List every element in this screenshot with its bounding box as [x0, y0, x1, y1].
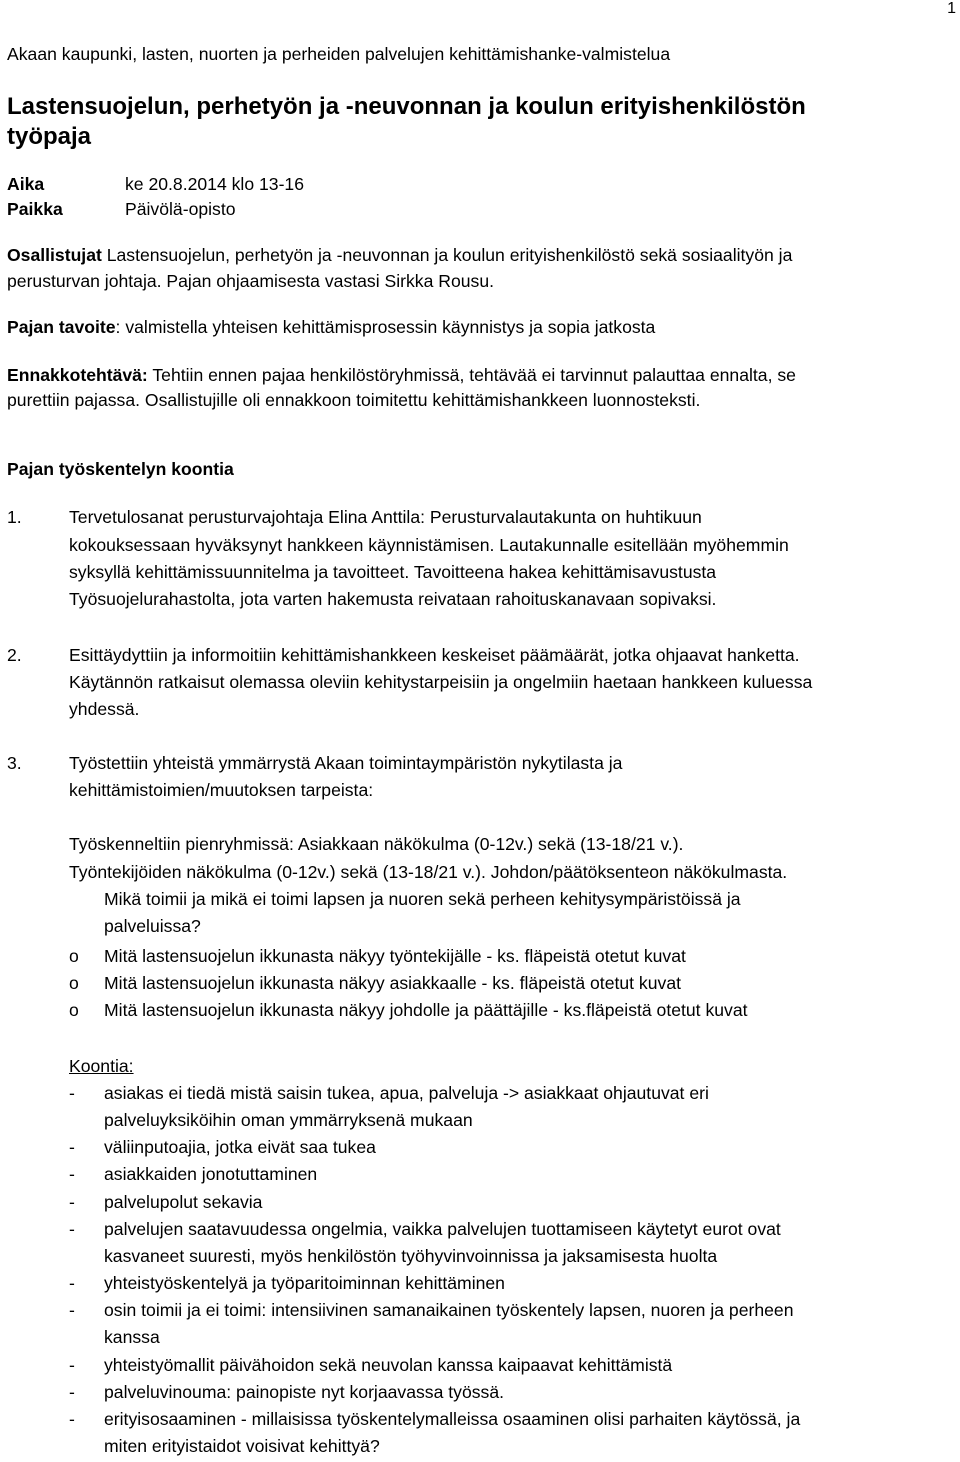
list-dash: -: [69, 1083, 75, 1103]
question-item: Mitä lastensuojelun ikkunasta näkyy työntekijälle - ks. fläpeistä otetut kuvat: [104, 946, 686, 966]
groups-line-1: Työskenneltiin pienryhmissä: Asiakkaan näkökulma (0-12v.) sekä (13-18/21 v.).: [69, 834, 684, 854]
aika-label: Aika: [7, 174, 45, 194]
koontia-item: palvelujen saatavuudessa ongelmia, vaikka palvelujen tuottamiseen käytetyt eurot ovat: [104, 1219, 781, 1239]
item-1-line: syksyllä kehittämissuunnitelma ja tavoitteet. Tavoitteena hakea kehittämisavustusta: [69, 562, 717, 582]
koontia-item: osin toimii ja ei toimi: intensiivinen samanaikainen työskentely lapsen, nuoren ja perheen: [104, 1300, 794, 1320]
koontia-item-cont: kasvaneet suuresti, myös henkilöstön työhyvinvoinnissa ja jaksamisesta huolta: [104, 1246, 718, 1266]
list-bullet: o: [69, 946, 79, 966]
question-line-1: Mikä toimii ja mikä ei toimi lapsen ja nuoren sekä perheen kehitysympäristöissä ja: [104, 889, 741, 909]
item-1-line: Työsuojelurahastolta, jota varten hakemusta reivataan rahoituskanavaan sopivaksi.: [69, 589, 717, 609]
list-dash: -: [69, 1355, 75, 1375]
list-bullet: o: [69, 973, 79, 993]
list-dash: -: [69, 1382, 75, 1402]
osallistujat-label: Osallistujat: [7, 245, 102, 265]
document-title-line-2: työpaja: [7, 123, 92, 150]
item-1-line: kokouksessaan hyväksynyt hankkeen käynnistämisen. Lautakunnalle esitellään myöhemmin: [69, 535, 789, 555]
list-dash: -: [69, 1300, 75, 1320]
osallistujat-value-line-1: Lastensuojelun, perhetyön ja -neuvonnan ja koulun erityishenkilöstö sekä sosiaalityön ja: [106, 245, 793, 265]
item-number: 3.: [7, 753, 22, 773]
koontia-item-cont: palveluyksiköihin oman ymmärryksenä mukaan: [104, 1110, 473, 1130]
item-2-line: Käytännön ratkaisut olemassa oleviin kehitystarpeisiin ja ongelmiin haetaan hankkeen kuluessa: [69, 672, 813, 692]
koontia-item: asiakas ei tiedä mistä saisin tukea, apua, palveluja -> asiakkaat ohjautuvat eri: [104, 1083, 709, 1103]
osallistujat-value-line-2: perusturvan johtaja. Pajan ohjaamisesta vastasi Sirkka Rousu.: [7, 271, 495, 291]
list-dash: -: [69, 1219, 75, 1239]
tavoite-label: Pajan tavoite: [7, 317, 116, 337]
aika-value: ke 20.8.2014 klo 13-16: [125, 174, 305, 194]
groups-line-2: Työntekijöiden näkökulma (0-12v.) sekä (13-18/21 v.). Johdon/päätöksenteon näkökulmasta.: [69, 862, 788, 882]
koontia-item-cont: kanssa: [104, 1327, 160, 1347]
koontia-item: yhteistyöskentelyä ja työparitoiminnan kehittäminen: [104, 1273, 505, 1293]
tavoite-row: [7, 316, 655, 338]
meta-paikka-row: [7, 198, 236, 220]
koontia-item: väliinputoajia, jotka eivät saa tukea: [104, 1137, 376, 1157]
ennakko-label: Ennakkotehtävä:: [7, 365, 148, 385]
list-dash: -: [69, 1164, 75, 1184]
list-dash: -: [69, 1137, 75, 1157]
koontia-item: asiakkaiden jonotuttaminen: [104, 1164, 318, 1184]
ennakko-row: [7, 364, 796, 386]
paikka-label: Paikka: [7, 199, 63, 219]
koontia-item: yhteistyömallit päivähoidon sekä neuvolan kanssa kaipaavat kehittämistä: [104, 1355, 673, 1375]
item-number: 1.: [7, 507, 22, 527]
meta-osallistujat-row: [7, 244, 792, 266]
item-2-line: Esittäydyttiin ja informoitiin kehittämishankkeen keskeiset päämäärät, jotka ohjaavat hanketta.: [69, 645, 800, 665]
meta-aika-row: [7, 173, 304, 195]
list-dash: -: [69, 1273, 75, 1293]
koontia-item: palveluvinouma: painopiste nyt korjaavassa työssä.: [104, 1382, 504, 1402]
koontia-item-cont: miten erityistaidot voisivat kehittyä?: [104, 1436, 380, 1456]
document-header: Akaan kaupunki, lasten, nuorten ja perheiden palvelujen kehittämishanke-valmistelua: [7, 44, 671, 64]
paikka-value: Päivölä-opisto: [125, 199, 236, 219]
koontia-item: palvelupolut sekavia: [104, 1192, 263, 1212]
list-bullet: o: [69, 1000, 79, 1020]
koontia-label: Koontia:: [69, 1056, 134, 1076]
item-3-line: Työstettiin yhteistä ymmärrystä Akaan toimintaympäristön nykytilasta ja: [69, 753, 623, 773]
section-heading: Pajan työskentelyn koontia: [7, 459, 234, 479]
koontia-item: erityisosaaminen - millaisissa työskentelymalleissa osaaminen olisi parhaiten käytössä, ja: [104, 1409, 801, 1429]
list-dash: -: [69, 1192, 75, 1212]
document-title-line-1: Lastensuojelun, perhetyön ja -neuvonnan ja koulun erityishenkilöstön: [7, 93, 806, 120]
question-item: Mitä lastensuojelun ikkunasta näkyy asiakkaalle - ks. fläpeistä otetut kuvat: [104, 973, 681, 993]
item-3-line: kehittämistoimien/muutoksen tarpeista:: [69, 780, 374, 800]
item-1-line: Tervetulosanat perusturvajohtaja Elina Anttila: Perusturvalautakunta on huhtikuun: [69, 507, 702, 527]
item-2-line: yhdessä.: [69, 699, 140, 719]
question-item: Mitä lastensuojelun ikkunasta näkyy johdolle ja päättäjille - ks.fläpeistä otetut kuvat: [104, 1000, 748, 1020]
tavoite-text: : valmistella yhteisen kehittämisprosessin käynnistys ja sopia jatkosta: [115, 317, 656, 337]
item-number: 2.: [7, 645, 22, 665]
ennakko-text-line-2: purettiin pajassa. Osallistujille oli ennakkoon toimitettu kehittämishankkeen luonnosteksti.: [7, 390, 701, 410]
ennakko-text-line-1: Tehtiin ennen pajaa henkilöstöryhmissä, tehtävää ei tarvinnut palauttaa ennalta, se: [147, 365, 796, 385]
question-line-2: palveluissa?: [104, 916, 201, 936]
list-dash: -: [69, 1409, 75, 1429]
page-number: 1: [947, 0, 956, 17]
